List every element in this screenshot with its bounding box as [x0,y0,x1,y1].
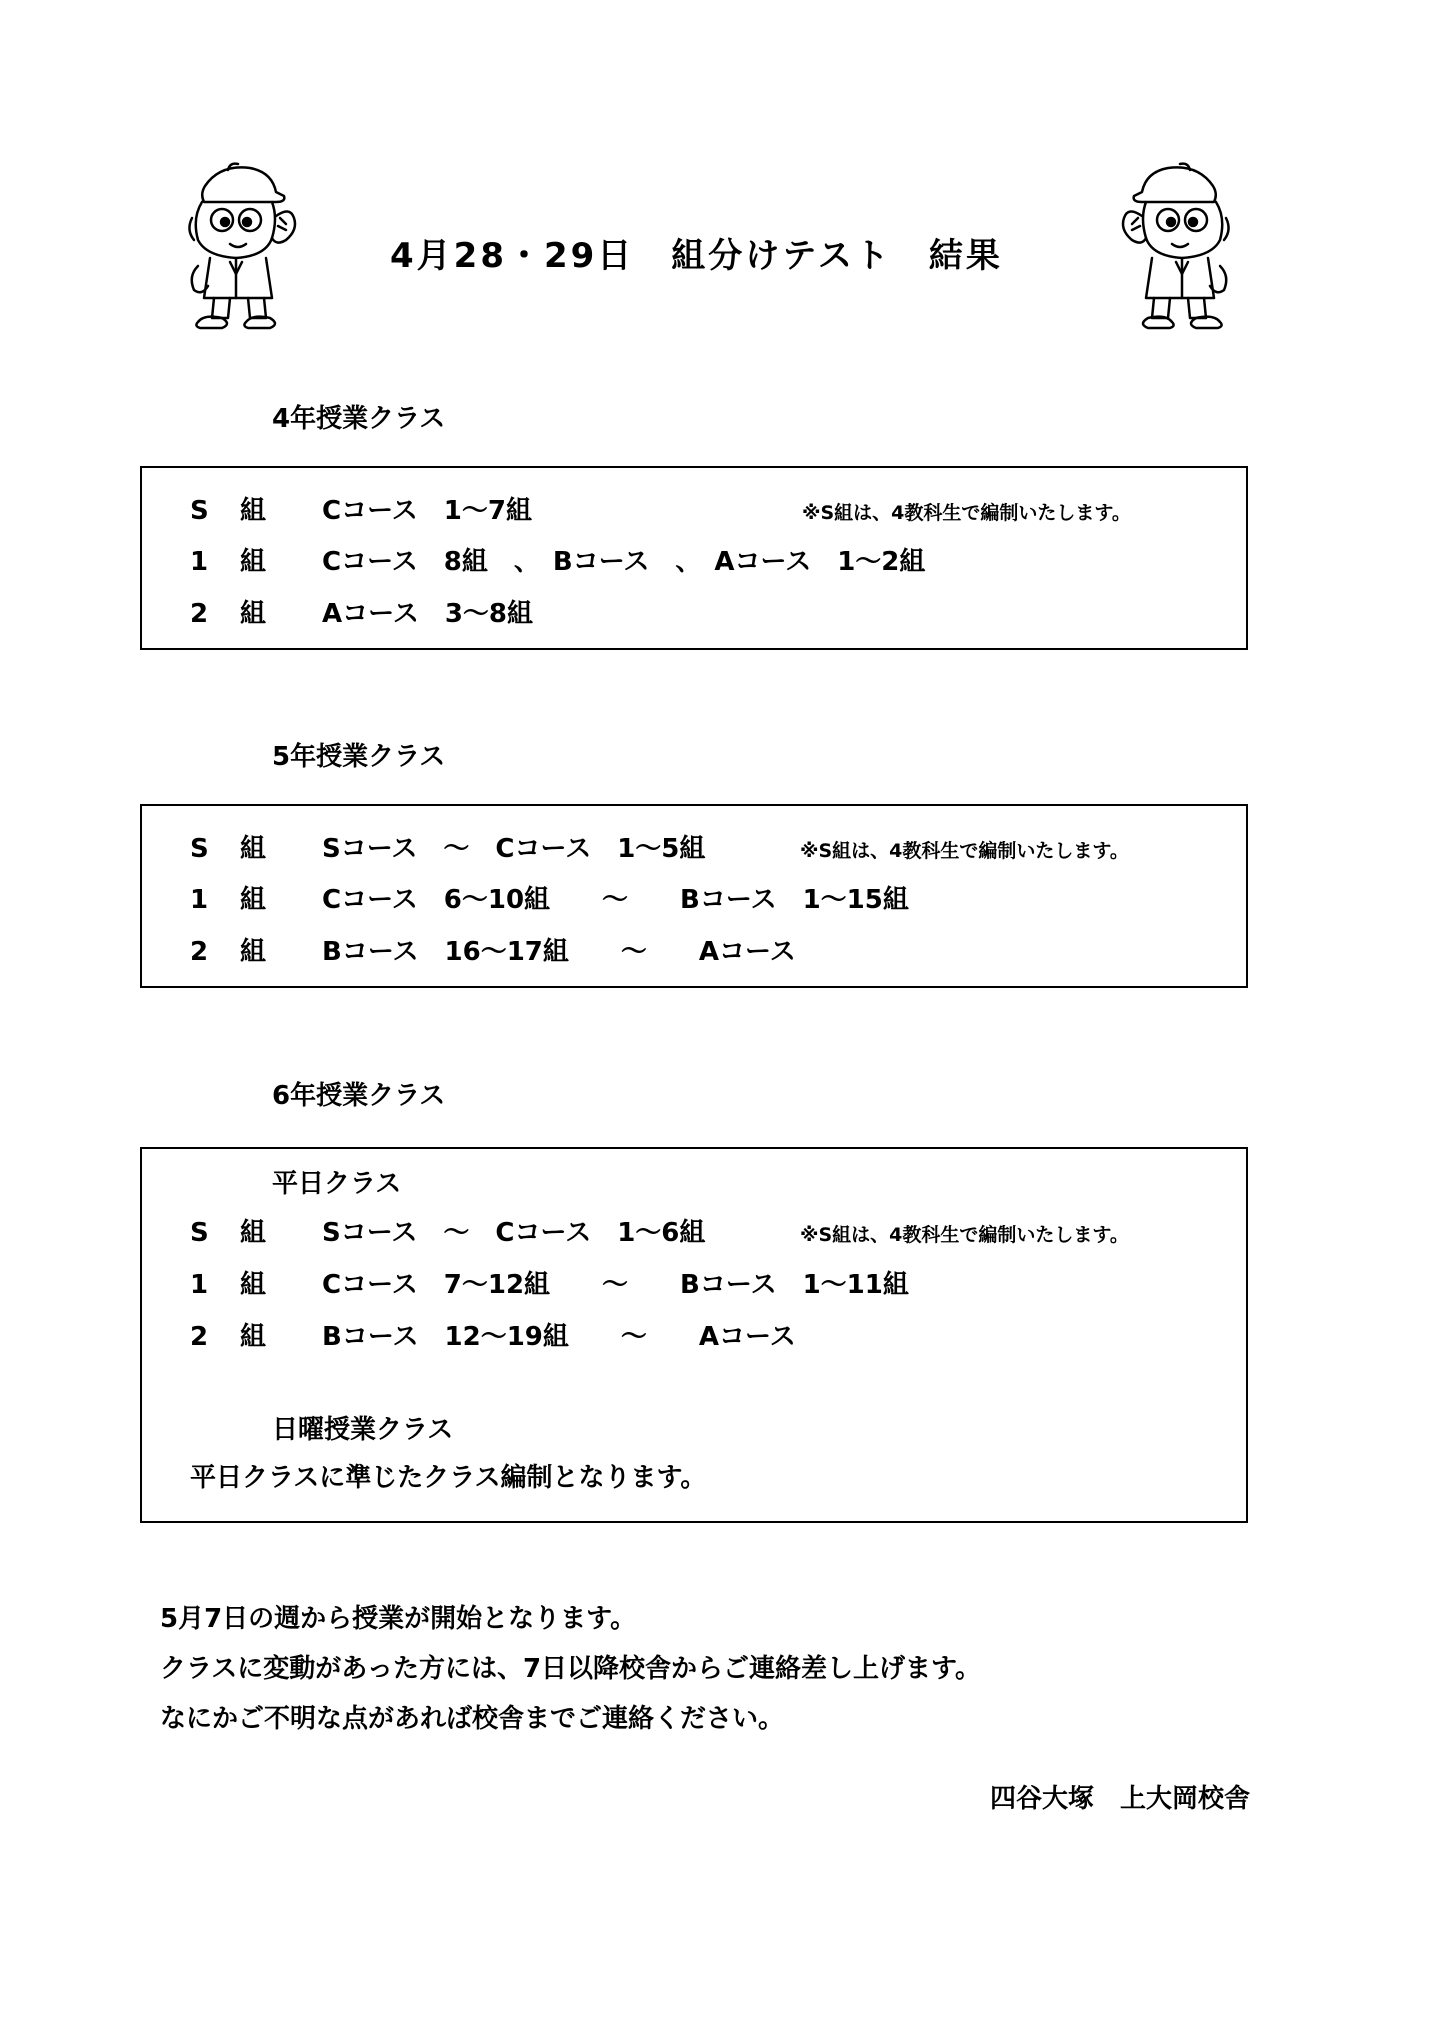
s-group-note: ※S組は、4教科生で編制いたします。 [800,1224,1129,1246]
kumi-label: 組 [240,496,267,526]
course-text: Sコース ～ Cコース 1～6組 [322,1218,706,1248]
footer-line-2: クラスに変動があった方には、7日以降校舎からご連絡差し上げます。 [160,1654,981,1684]
kumi-label: 組 [240,1322,267,1352]
footer-line-3: なにかご不明な点があれば校舎までご連絡ください。 [160,1704,785,1734]
grade4-heading: 4年授業クラス [272,404,446,434]
kumi-label: 組 [240,834,267,864]
group-label: 1 [190,885,209,915]
footer-line-1: 5月7日の週から授業が開始となります。 [160,1604,637,1634]
sunday-note-text: 平日クラスに準じたクラス編制となります。 [190,1463,707,1493]
kumi-label: 組 [240,1218,267,1248]
group-label: S [190,496,209,526]
course-text: Cコース 7～12組 ～ Bコース 1～11組 [322,1270,909,1300]
mascot-illustration-left [180,158,300,333]
weekday-label-text: 平日クラス [272,1169,402,1199]
kumi-label: 組 [240,937,267,967]
course-text: Bコース 16～17組 ～ Aコース [322,937,796,967]
group-label: 1 [190,547,209,577]
course-text: Cコース 8組 、 Bコース 、 Aコース 1～2組 [322,547,926,577]
group-label: 2 [190,1322,209,1352]
course-text: Cコース 6～10組 ～ Bコース 1～15組 [322,885,909,915]
mascot-illustration-right [1118,158,1238,333]
kumi-label: 組 [240,885,267,915]
s-group-note: ※S組は、4教科生で編制いたします。 [802,502,1131,524]
course-text: Cコース 1～7組 [322,496,532,526]
group-label: S [190,834,209,864]
sunday-label-text: 日曜授業クラス [272,1415,454,1445]
grade6-heading: 6年授業クラス [272,1081,446,1111]
kumi-label: 組 [240,599,267,629]
group-label: 2 [190,937,209,967]
course-text: Aコース 3～8組 [322,599,534,629]
course-text: Sコース ～ Cコース 1～5組 [322,834,706,864]
s-group-note: ※S組は、4教科生で編制いたします。 [800,840,1129,862]
group-label: 2 [190,599,209,629]
school-signature: 四谷大塚 上大岡校舎 [990,1784,1251,1814]
group-label: S [190,1218,209,1248]
group-label: 1 [190,1270,209,1300]
kumi-label: 組 [240,1270,267,1300]
course-text: Bコース 12～19組 ～ Aコース [322,1322,796,1352]
grade5-heading: 5年授業クラス [272,742,446,772]
kumi-label: 組 [240,547,267,577]
page-title: 4月28・29日 組分けテスト 結果 [390,236,1003,276]
